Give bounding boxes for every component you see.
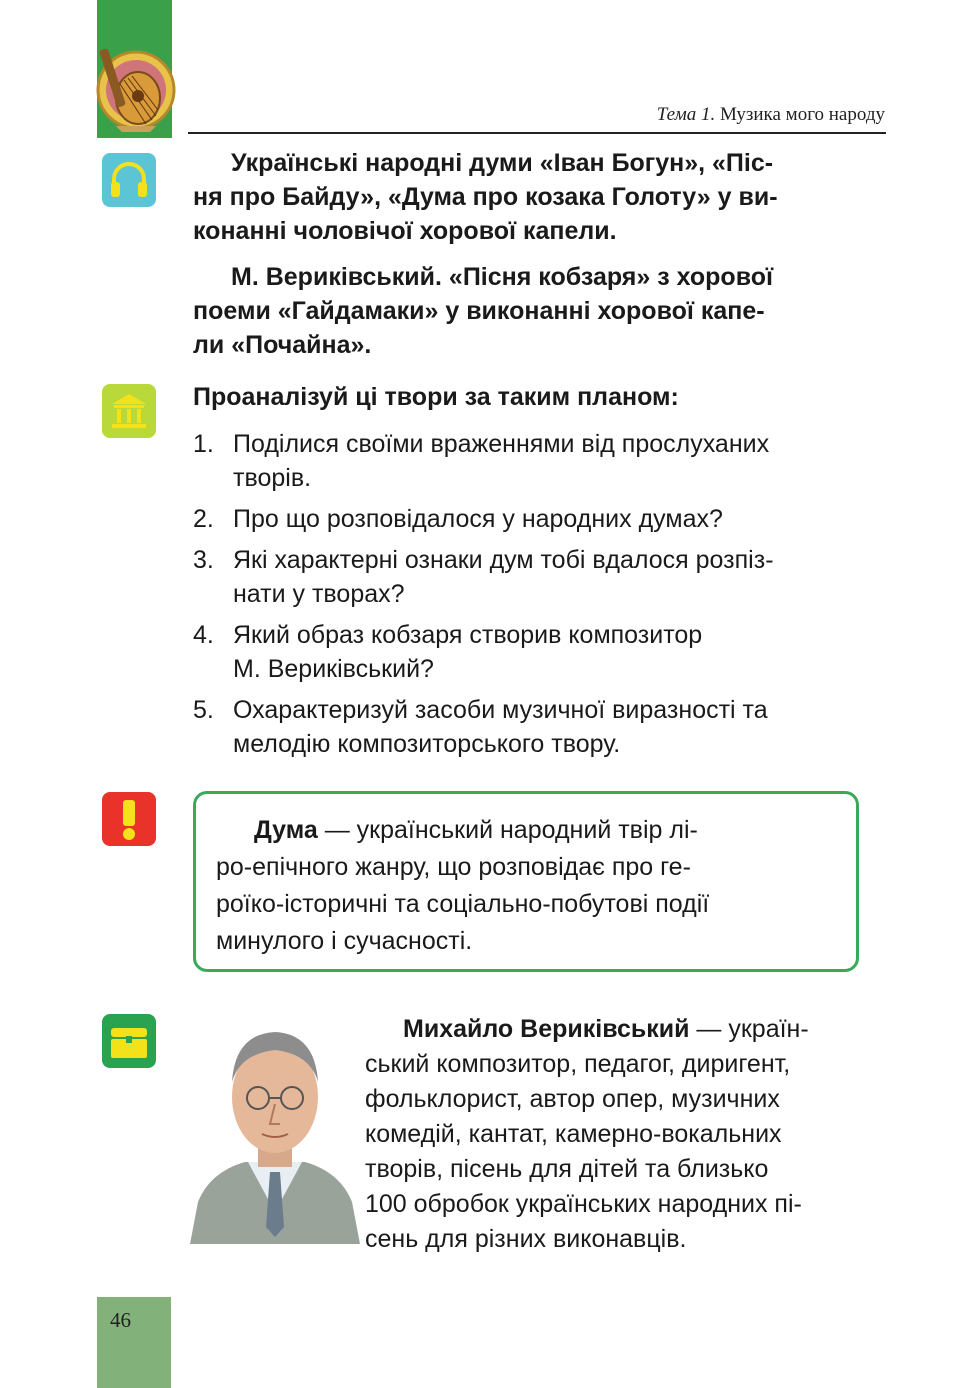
exclamation-icon	[102, 792, 156, 846]
definition-term: Дума	[254, 816, 318, 844]
list-item: 1. Поділися своїми враженнями від прослуханих творів.	[193, 430, 770, 492]
bandura-emblem-icon	[94, 40, 178, 136]
list-item: 4. Який образ кобзаря створив композитор М. Вериківський?	[193, 621, 703, 683]
listening-section	[193, 146, 889, 362]
page-number-band	[97, 1297, 171, 1388]
theme-label: Тема 1.	[656, 104, 716, 125]
listening-paragraph-1: Українські народні думи «Іван Богун», «Піс- ня про Байду», «Дума про козака Голоту» у ви- конанні чоловічої хорової капели.	[193, 149, 778, 245]
listening-paragraph-2: М. Вериківський. «Пісня кобзаря» з хорової поеми «Гайдамаки» у виконанні хорової капе- ли «Почайна».	[193, 263, 774, 359]
running-header	[657, 104, 885, 126]
header-rule	[188, 132, 886, 134]
list-item: 2. Про що розповідалося у народних думах?	[193, 505, 723, 533]
definition-text: Дума — український народний твір лі- ро-епічного жанру, що розповідає про ге- роїко-історичні та соціально-побутові події минулого і сучасності.	[216, 816, 710, 955]
museum-icon	[102, 384, 156, 438]
composer-name: Михайло Вериківський	[403, 1015, 690, 1043]
analysis-heading: Проаналізуй ці твори за таким планом:	[193, 383, 679, 411]
theme-title: Музика мого народу	[719, 104, 885, 125]
definition-box	[193, 791, 859, 972]
list-item: 5. Охарактеризуй засоби музичної виразності та мелодію композиторського твору.	[193, 696, 768, 758]
composer-portrait	[190, 1012, 360, 1244]
page-number: 46	[110, 1308, 131, 1332]
analysis-list	[193, 427, 889, 768]
treasure-chest-icon	[102, 1014, 156, 1068]
composer-bio: Михайло Вериківський — україн- ський композитор, педагог, диригент, фольклорист, автор опер, музичних комедій, кантат, камерно-вокальних творів, пісень для дітей та близько 100 обробок українських народних пі- сень для різних виконавців.	[365, 1015, 809, 1253]
list-item: 3. Які характерні ознаки дум тобі вдалося розпіз- нати у творах?	[193, 546, 774, 608]
headphones-icon	[102, 153, 156, 207]
